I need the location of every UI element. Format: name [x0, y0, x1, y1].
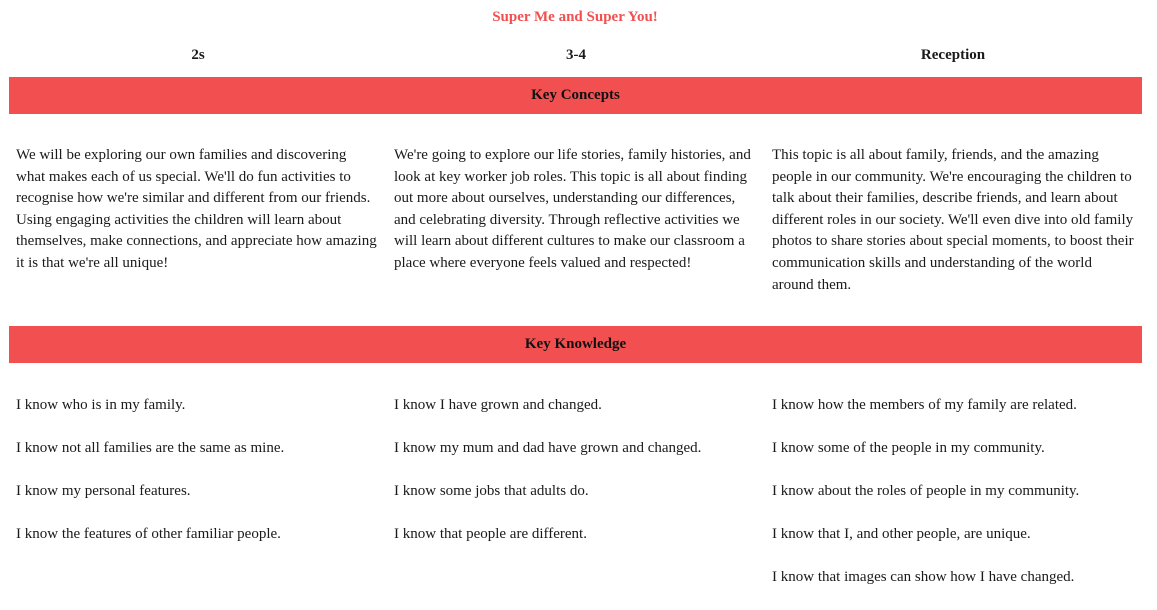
list-item: I know my personal features. [16, 483, 191, 499]
list-item: I know about the roles of people in my community. [772, 483, 1080, 499]
list-item: I know that I, and other people, are unique. [772, 526, 1031, 542]
column-header-2s: 2s [191, 47, 205, 63]
list-item: I know some jobs that adults do. [394, 483, 589, 499]
key-concepts-reception: This topic is all about family, friends, and the amazing people in our community. We're encouraging the children to talk about their families, describe friends, and learn about different roles in our society. We'll even dive into old family photos to share stories about special moments, to boost their communication skills and understanding of the world around them. [772, 147, 1134, 293]
list-item: I know some of the people in my community. [772, 440, 1045, 456]
key-knowledge-band: Key Knowledge [9, 326, 1142, 363]
list-item: I know I have grown and changed. [394, 397, 602, 413]
key-concepts-2s: We will be exploring our own families and discovering what makes each of us special. We'll do fun activities to recognise how we're similar and different from our friends. Using engaging activities the children will learn about themselves, make connections, and appreciate how amazing it is that we're all unique! [16, 147, 377, 271]
list-item: I know how the members of my family are related. [772, 397, 1077, 413]
column-header-reception: Reception [920, 47, 986, 63]
list-item: I know who is in my family. [16, 397, 186, 413]
key-knowledge-list-3-4 [394, 394, 756, 566]
list-item: I know the features of other familiar people. [16, 526, 281, 542]
page-title: Super Me and Super You! [492, 9, 658, 25]
key-knowledge-list-reception [772, 394, 1134, 609]
column-header-3-4: 3-4 [566, 47, 586, 63]
list-item: I know that people are different. [394, 526, 587, 542]
key-concepts-band: Key Concepts [9, 77, 1142, 114]
key-concepts-3-4: We're going to explore our life stories, family histories, and look at key worker job roles. This topic is all about finding out more about ourselves, understanding our differences, and celebrating diversity. Through reflective activities we will learn about different cultures to make our classroom a place where everyone feels valued and respected! [394, 147, 751, 271]
list-item: I know not all families are the same as mine. [16, 440, 285, 456]
list-item: I know that images can show how I have changed. [772, 569, 1075, 585]
key-knowledge-list-2s [16, 394, 378, 566]
list-item: I know my mum and dad have grown and changed. [394, 440, 702, 456]
